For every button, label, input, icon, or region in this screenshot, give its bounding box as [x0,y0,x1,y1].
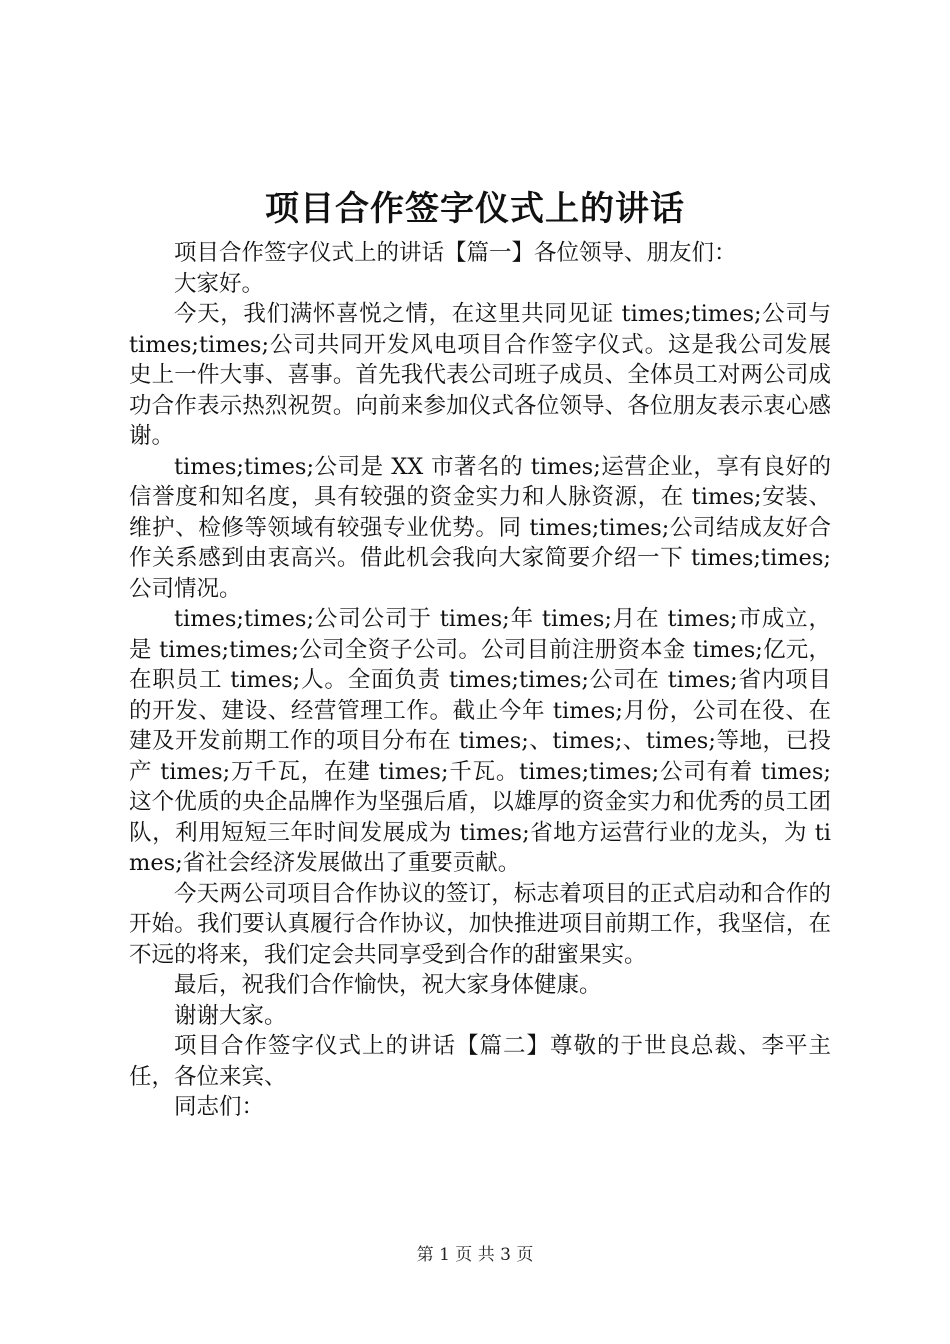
page-number-footer: 第 1 页 共 3 页 [416,1245,534,1265]
document-title: 项目合作签字仪式上的讲话 [265,189,685,229]
paragraph: times;times;公司公司于 times;年 times;月在 times;市成立，是 times;times;公司全资子公司。公司目前注册资本金 times;亿元，在职员工 times;人。全面负责 times;times;公司在 times;省内项目的开发、建设、经营管理工作。截止今年 times;月份，公司在役、在建及开发前期工作的项目分布在 times;、times;、times;等地，已投产 times;万千瓦，在建 times;千瓦。times;times;公司有着 times;这个优质的央企品牌作为坚强后盾，以雄厚的资金实力和优秀的员工团队，利用短短三年时间发展成为 times;省地方运营行业的龙头，为 times;省社会经济发展做出了重要贡献。 [129,606,831,876]
paragraph: 大家好。 [174,270,265,297]
paragraph: 同志们： [174,1094,265,1120]
paragraph: times;times;公司是 XX 市著名的 times;运营企业，享有良好的信誉度和知名度，具有较强的资金实力和人脉资源，在 times;安装、维护、检修等领域有较强专业优势。同 times;times;公司结成友好合作关系感到由衷高兴。借此机会我向大家简要介绍一下 times;times;公司情况。 [129,453,831,602]
document-body [129,238,831,1123]
paragraph: 今天两公司项目合作协议的签订，标志着项目的正式启动和合作的开始。我们要认真履行合作协议，加快推进项目前期工作，我坚信，在不远的将来，我们定会共同享受到合作的甜蜜果实。 [129,880,831,968]
paragraph: 最后，祝我们合作愉快，祝大家身体健康。 [174,972,602,998]
paragraph: 谢谢大家。 [174,1002,287,1029]
paragraph: 项目合作签字仪式上的讲话【篇二】尊敬的于世良总裁、李平主任，各位来宾、 [129,1033,831,1090]
paragraph: 项目合作签字仪式上的讲话【篇一】各位领导、朋友们： [174,240,737,266]
paragraph: 今天，我们满怀喜悦之情，在这里共同见证 times;times;公司与 times;times;公司共同开发风电项目合作签字仪式。这是我公司发展史上一件大事、喜事。首先我代表公司班子成员、全体员工对两公司成功合作表示热烈祝贺。向前来参加仪式各位领导、各位朋友表示衷心感谢。 [129,301,831,449]
